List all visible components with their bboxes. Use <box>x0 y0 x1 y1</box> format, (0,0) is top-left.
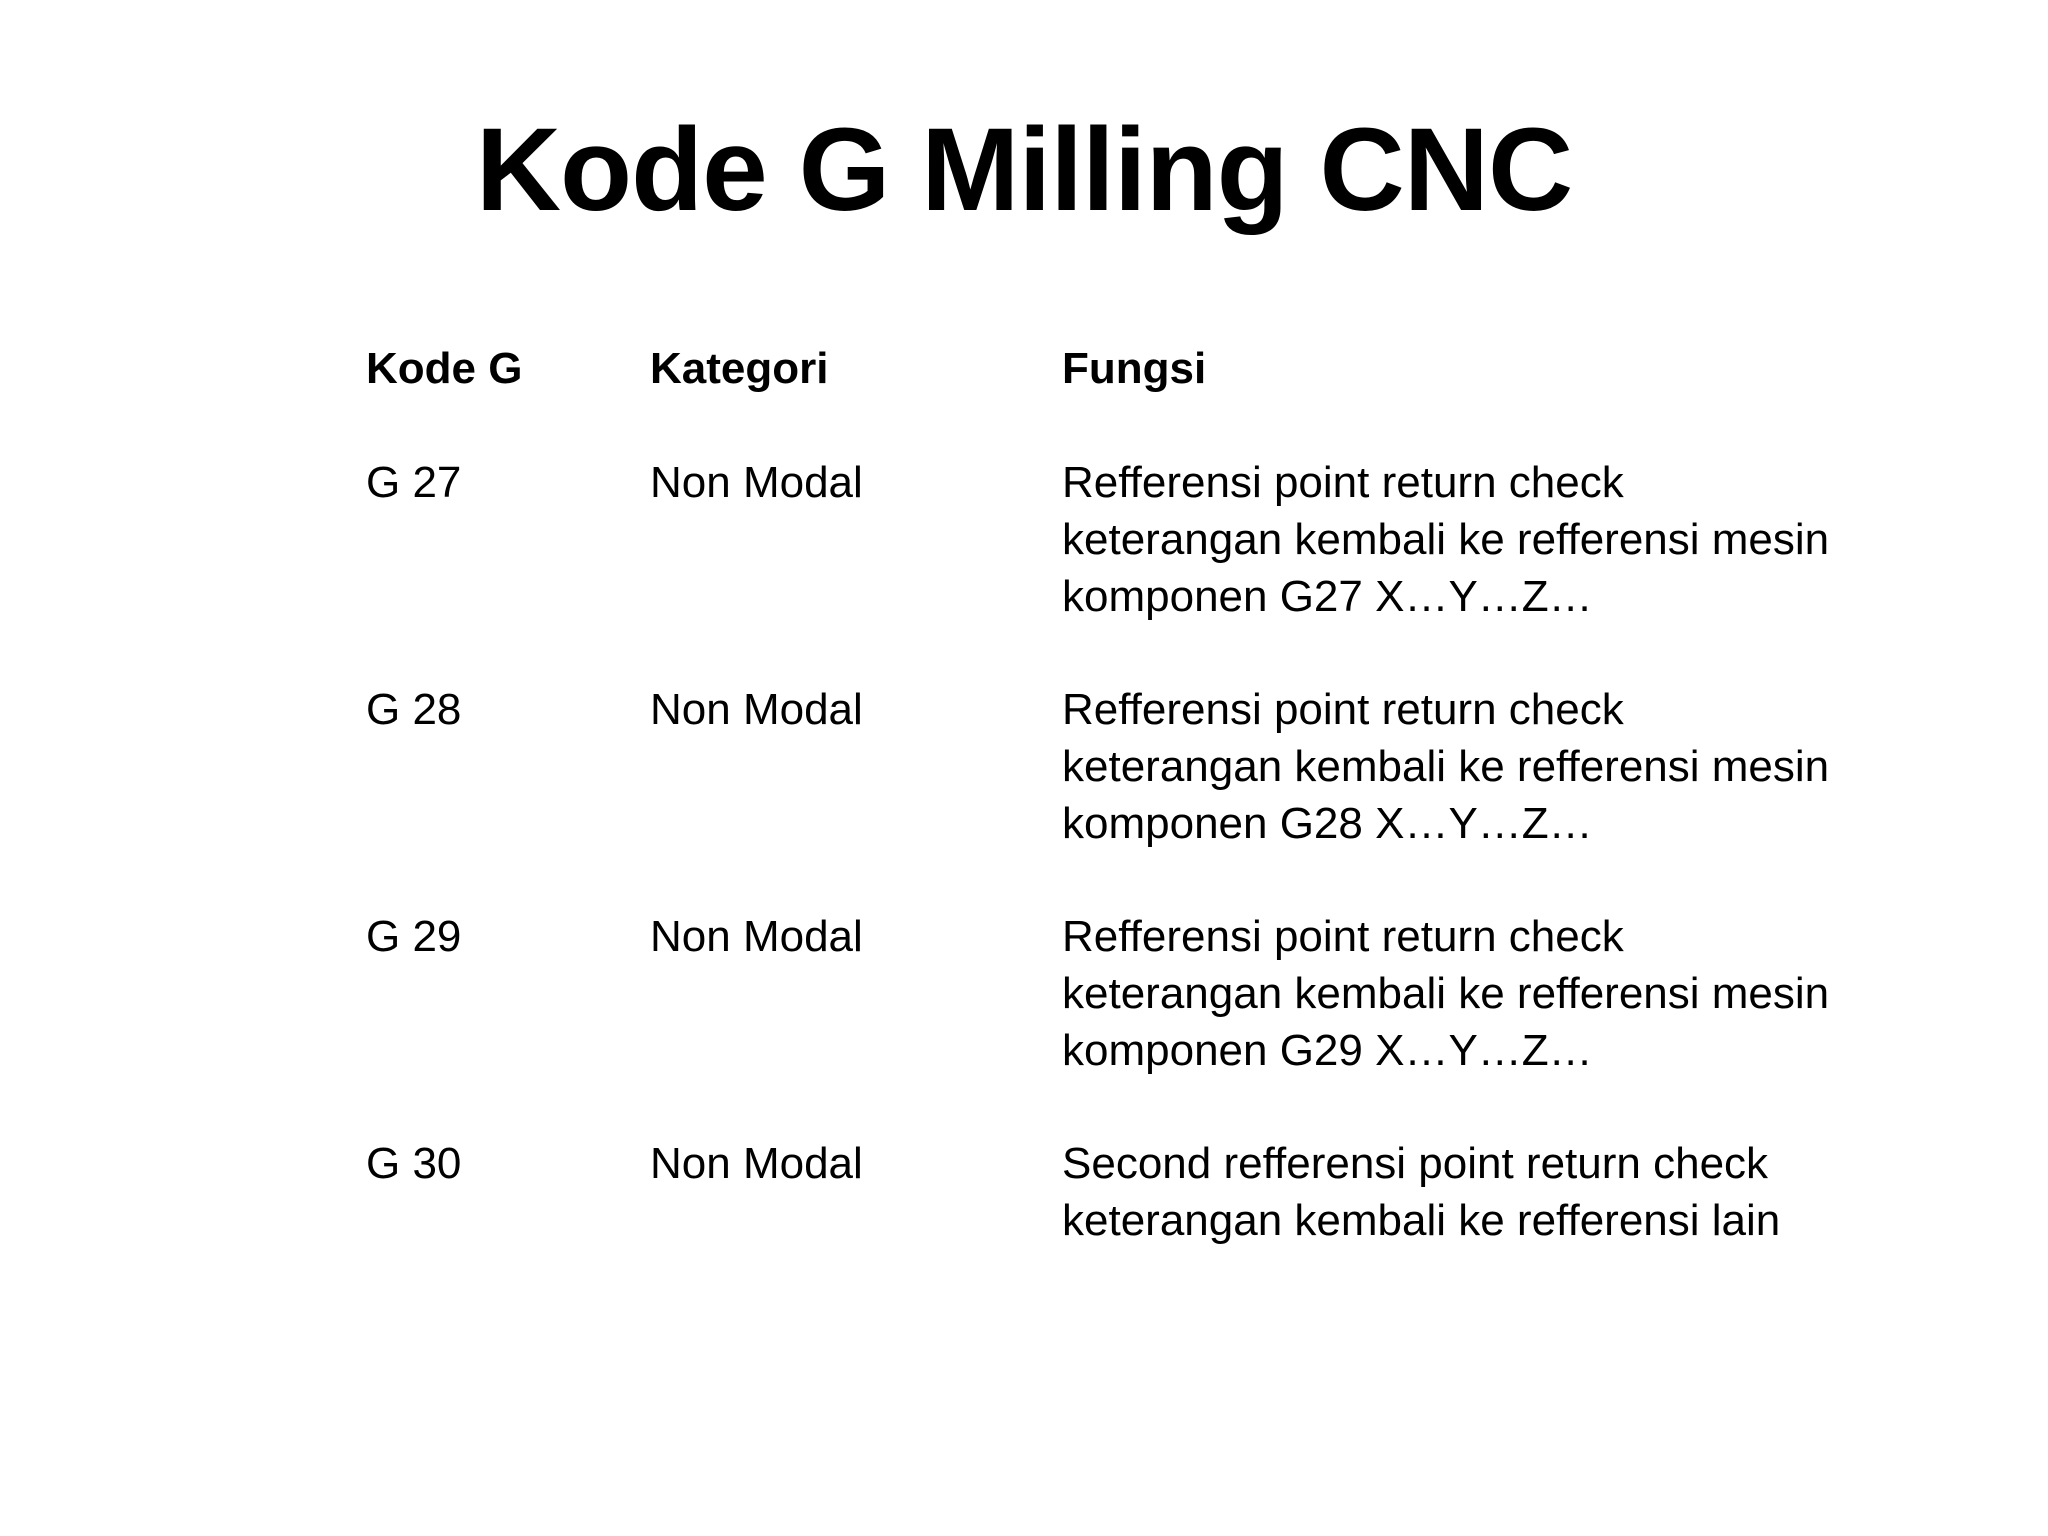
row-g29-code: G 29 <box>366 912 462 961</box>
row-g30-code: G 30 <box>366 1139 462 1188</box>
function-line: keterangan kembali ke refferensi lain <box>1062 1196 1781 1245</box>
row-g29-category: Non Modal <box>650 912 863 961</box>
function-line: komponen G27 X…Y…Z… <box>1062 572 1593 621</box>
header-fungsi: Fungsi <box>1062 344 1207 393</box>
function-line: Refferensi point return check <box>1062 458 1624 507</box>
row-g30-category: Non Modal <box>650 1139 863 1188</box>
function-line: Refferensi point return check <box>1062 912 1624 961</box>
row-g28-function <box>1062 681 1829 852</box>
header-kategori: Kategori <box>650 344 829 393</box>
function-line: keterangan kembali ke refferensi mesin <box>1062 742 1830 791</box>
function-line: Refferensi point return check <box>1062 685 1624 734</box>
row-g30-function <box>1062 1135 1780 1249</box>
header-kode-g: Kode G <box>366 344 523 393</box>
row-g27-code: G 27 <box>366 458 462 507</box>
row-g29-function <box>1062 908 1829 1079</box>
row-g28-code: G 28 <box>366 685 462 734</box>
row-g27-category: Non Modal <box>650 458 863 507</box>
row-g27-function <box>1062 454 1829 625</box>
function-line: komponen G28 X…Y…Z… <box>1062 799 1593 848</box>
row-g28-category: Non Modal <box>650 685 863 734</box>
function-line: Second refferensi point return check <box>1062 1139 1769 1188</box>
slide-title: Kode G Milling CNC <box>475 104 1573 236</box>
function-line: keterangan kembali ke refferensi mesin <box>1062 515 1830 564</box>
function-line: keterangan kembali ke refferensi mesin <box>1062 969 1830 1018</box>
function-line: komponen G29 X…Y…Z… <box>1062 1026 1593 1075</box>
